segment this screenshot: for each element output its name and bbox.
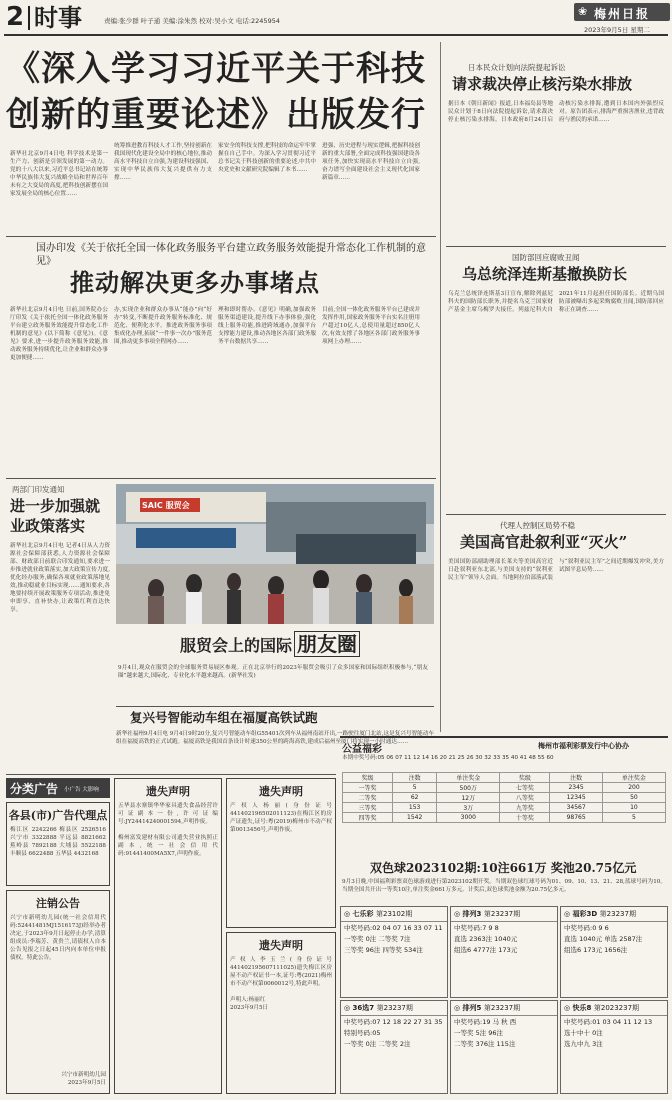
lead-col-4: 进强、历史进程与现实逻辑,把握科技创新的重大部署,全面完成科技强国建设各项任务,加快实现高水平科技自立自强,奋力谱写全面建设社会主义现代化国家新篇章……: [322, 143, 420, 181]
table-cell: 三等奖: [343, 803, 393, 813]
lottery-line: 组选6 4777注 173元: [454, 946, 518, 954]
notice-sign: 兴宁市新明幼儿园 2023年9月5日: [61, 1072, 106, 1086]
page-number: 2: [6, 2, 25, 32]
lottery-box: [560, 1000, 668, 1094]
lottery-line: 特别号码:05: [344, 1029, 381, 1037]
lottery-issue: 第23237期: [483, 910, 521, 918]
table-cell: 1542: [393, 813, 437, 823]
section-title: 时事: [34, 4, 82, 32]
lottery-line: 选十中十 0注: [564, 1029, 603, 1037]
article2-kicker: 国办印发《关于依托全国一体化政务服务平台建立政务服务效能提升常态化工作机制的意见》: [36, 243, 426, 267]
agent-title: 各县(市)广告代理点: [8, 809, 108, 822]
lottery-icon: ◎: [564, 1004, 573, 1012]
masthead-name: 梅州日报: [594, 7, 651, 21]
classifieds-banner-sub: 小广告 大影响: [64, 787, 99, 793]
table-cell: 2345: [550, 783, 602, 793]
policy-text: 新华社北京9月4日电 记者4日从人力资源社会保障部获悉,人力资源社会保障部、财政部日前联合印发通知,要求进一步推进就业政策落实,加大政策宣传力度,优化经办服务,确保各项就业政策落地见效,推动稳就业目标实现……通知要求,各地要持续开展政策服务专项活动,推进免申即享、直补快办,让政策红利直达快享。: [10, 543, 110, 613]
article2-col-3: 理和即时帮办。《意见》明确,加强政务服务渠道建设,提升线下办事体验,强化线上服务功能,推进跨域通办,加强平台支撑能力建设,推动各地区各部门政务服务平台数据共享……: [218, 307, 316, 345]
table-cell: 二等奖: [343, 793, 393, 803]
lottery-line: 直选 2363注 1040元: [454, 935, 518, 943]
lottery-line: 中奖号码:07 12 18 22 27 31 35: [344, 1018, 443, 1026]
welfare-sub: 梅州市福利彩票发行中心协办: [538, 742, 629, 750]
lottery-line: 中奖号码:0 9 6: [564, 924, 609, 932]
lottery-box: [450, 1000, 558, 1094]
lost-ad-text: 产权人李玉兰(身份证号441402195607111025)遗失梅江区房屋不动产权证书一本,证号:粤(2021)梅州市不动产权第0060012号,特此声明。 声明人:杨丽红 2023年9月5日: [230, 957, 332, 1011]
expo-caption-title-a: 服贸会上的国际: [180, 636, 293, 655]
table-header-cell: 奖级: [500, 773, 550, 783]
lost-ad-text: 产权人杨丽(身份证号441402196502011123)在梅江区的房产证遗失,证号:粤(2019)梅州市不动产权第0013456号,声明作废。: [230, 803, 332, 833]
article2-divider: [6, 478, 436, 479]
lottery-name: 福彩3D: [572, 910, 598, 918]
petition-text: 据日本《朝日新闻》报道,日本福岛县等地民众计划于8日向法院提起诉讼,请求裁决停止核污染水排海。日本政府8月24日启动核污染水排海,遭到日本国内外强烈反对。原告团表示,排海严重损害渔业,违背政府与渔民的承诺……: [448, 101, 664, 123]
header-rule: [4, 34, 668, 36]
lottery-name: 快乐8: [572, 1004, 592, 1012]
petition-headline: 请求裁决停止核污染水排放: [452, 75, 633, 93]
lottery-icon: ◎: [344, 1004, 353, 1012]
issue-date: 2023年9月5日 星期二: [584, 26, 650, 34]
lottery-icon: ◎: [454, 1004, 463, 1012]
table-cell: 5: [602, 813, 665, 823]
lost-ad: [226, 932, 336, 1094]
lottery-line: 中奖号码:7 9 8: [454, 924, 499, 932]
lottery-line: 一等奖 0注 二等奖 2注: [344, 1040, 411, 1048]
classifieds-banner: [6, 778, 110, 798]
ssq-text: 9月3日晚,中国福利彩票双色球游戏进行第2023102期开奖。当期双色球红球号码为01、09、10、13、21、28,蓝球号码为10。当期全国共开出一等奖10注,单注奖金661万多元。计奖后,双色球奖池金额为20.75亿多元。: [342, 879, 666, 893]
agent-list: 梅江区 2242266 梅县区 2526516 兴宁市 3322888 平远县 8821662 蕉岭县 7892188 大埔县 5522188 丰顺县 6622488 五华县 4432168: [10, 827, 106, 857]
lottery-icon: ◎: [454, 910, 463, 918]
table-cell: 十等奖: [500, 813, 550, 823]
lottery-box: [560, 906, 668, 998]
table-cell: 七等奖: [500, 783, 550, 793]
table-cell: 3万: [437, 803, 500, 813]
table-cell: 50: [602, 793, 665, 803]
table-header-cell: 单注奖金: [437, 773, 500, 783]
lost-ad-title: 遗失声明: [259, 785, 303, 798]
table-cell: 12万: [437, 793, 500, 803]
lottery-line: 中奖号码:19 马 秋 西: [454, 1018, 517, 1026]
table-row: [343, 803, 666, 813]
lottery-head: [341, 907, 447, 922]
lottery-name: 七乐彩: [352, 910, 374, 918]
table-cell: 九等奖: [500, 803, 550, 813]
notice-text: 兴宁市新明幼儿园(统一社会信用代码:52441481MJ1516173J)经举办者决定,于2023年9月日起停止办学,清算组成员:李瑞芳、黄贵兰,请债权人自本公告见报之日起45日内向本单位申报债权。特此公告。: [10, 915, 106, 961]
welfare-section: [340, 736, 668, 856]
syria-kicker: 代理人控制区局势不稳: [500, 521, 575, 530]
lottery-line: 一等奖 0注 二等奖 7注: [344, 935, 411, 943]
anticorruption-text: 乌克兰总统泽连斯基3日宣布,解除列兹尼科夫的国防部长职务,并提名乌克兰国家财产基金主席乌梅罗夫接任。列兹尼科夫自2021年11月起担任国防部长。近期乌国防部被曝出多起采购腐败丑闻,国防部回应称正在调查……: [448, 291, 664, 313]
lottery-issue: 第23237期: [599, 910, 636, 918]
table-header-cell: 注数: [550, 773, 602, 783]
lottery-head: [451, 907, 557, 922]
lottery-name: 排列5: [462, 1004, 482, 1012]
lottery-line: 选九中九 3注: [564, 1040, 603, 1048]
classifieds-banner-title: 分类广告: [10, 782, 59, 796]
table-cell: 5: [393, 783, 437, 793]
syria-headline: 美国高官赴叙利亚“灭火”: [460, 533, 628, 551]
lottery-box: [450, 906, 558, 998]
right-column-rule: [440, 42, 441, 732]
table-cell: 10: [602, 803, 665, 813]
lottery-line: 中奖号码:01 03 04 11 12 13: [564, 1018, 653, 1026]
welfare-numbers: 本期中奖号码:05 06 07 11 12 14 16 20 21 25 26 30 32 33 35 40 41 48 55 60: [342, 755, 554, 761]
lead-divider: [6, 236, 436, 237]
expo-caption: 9月4日,观众在服贸会的全球服务贸易展区参观。正在北京举行的2023年服贸会吸引了众多国家和国际组织积极参与,“朋友圈”越来越大,国际化、专业化水平越来越高。(新华社发): [118, 665, 428, 679]
lead-col-2: 统筹推进教育科技人才工作,坚持创新在我国现代化建设全局中的核心地位,推动高水平科技自立自强,为建设科技强国、实现中华民族伟大复兴提供有力支撑……: [114, 143, 212, 181]
lead-col-1: 新华社北京9月4日电 科学技术是第一生产力、创新是引领发展的第一动力。党的十八大以来,习近平总书记站在统筹中华民族伟大复兴战略全局和世界百年未有之大变局的高度,把科技创新摆在国家发展全局的核心位置……: [10, 151, 108, 197]
table-row: [343, 813, 666, 823]
table-cell: 98765: [550, 813, 602, 823]
lost-ad: [114, 778, 222, 1094]
lottery-issue: 第23237期: [376, 1004, 413, 1012]
left-bottom-divider: [6, 774, 336, 775]
masthead-badge: [574, 3, 670, 21]
anticorruption-divider: [446, 514, 666, 515]
table-cell: 200: [602, 783, 665, 793]
notice-box: [6, 890, 110, 1094]
header-divider: [28, 6, 30, 30]
anticorruption-kicker: 国防部回应腐败丑闻: [512, 253, 580, 262]
anticorruption-headline: 乌总统泽连斯基撤换防长: [462, 265, 628, 283]
table-cell: 34567: [550, 803, 602, 813]
lottery-head: [341, 1001, 447, 1016]
lottery-box: [340, 1000, 448, 1094]
policy-kicker: 两部门印发通知: [12, 485, 65, 494]
table-cell: 153: [393, 803, 437, 813]
lottery-head: [561, 907, 667, 922]
lottery-line: 直选 1040元 单选 2587注: [564, 935, 643, 943]
table-cell: 一等奖: [343, 783, 393, 793]
table-header-cell: 单注奖金: [602, 773, 665, 783]
page-header: [0, 0, 672, 38]
agent-box: [6, 802, 110, 886]
lottery-line: 中奖号码:02 04 07 16 33 07 11: [344, 924, 443, 932]
syria-text: 美国国防部副助理部长莱夫等美国高官近日赴叙利亚东北部,与美国支持的“叙利亚民主军”领导人会面。当地阿拉伯部落武装与“叙利亚民主军”之间近期爆发冲突,美方试图平息局势……: [448, 559, 664, 581]
expo-sign: SAIC 服贸会: [142, 501, 190, 510]
article2-col-1: 新华社北京9月4日电 日前,国务院办公厅印发《关于依托全国一体化政务服务平台建立政务服务效能提升常态化工作机制的意见》(以下简称《意见》)。《意见》要求,进一步提升政务服务效能,推动政务服务持续优化,让企业和群众办事更加便捷……: [10, 307, 108, 361]
table-cell: 八等奖: [500, 793, 550, 803]
lottery-line: 三等奖 96注 四等奖 534注: [344, 946, 423, 954]
table-cell: 12345: [550, 793, 602, 803]
table-cell: 500万: [437, 783, 500, 793]
staff-line: 责编:张少群 叶子通 美编:涂朱然 校对:吴小文 电话:2245954: [104, 17, 280, 25]
train-text: 新华社福州9月4日电 9月4日9时20分,复兴号智能动车组G55401次列车从福州南站开出,一路驶往厦门北站,这是复兴号智能动车组在福厦高铁的正式试跑。福厦高铁是我国首条设计时速350公里的跨海高铁,建成后福州至厦门将实现一小时通达……: [116, 731, 434, 745]
lottery-name: 排列3: [462, 910, 482, 918]
train-headline: 复兴号智能动车组在福厦高铁试跑: [130, 710, 318, 725]
lost-ad: [226, 778, 336, 928]
expo-photo: [116, 484, 434, 624]
table-cell: 62: [393, 793, 437, 803]
lost-ad-text: 五华县水寨镇华华家具遗失食品经营许可证副本一份,许可证编号:JY24414240001594,声明作废。 梅州富发建材有限公司遗失营业执照正副本,统一社会信用代码:91441400MA5X7,声明作废。: [118, 803, 218, 857]
lottery-line: 一等奖 5注 96注: [454, 1029, 504, 1037]
table-row: [343, 793, 666, 803]
table-header-cell: 奖级: [343, 773, 393, 783]
article2-headline: 推动解决更多办事堵点: [70, 268, 320, 297]
lottery-head: [561, 1001, 667, 1016]
lottery-line: 二等奖 376注 115注: [454, 1040, 516, 1048]
lottery-name: 36选7: [352, 1004, 375, 1012]
policy-headline: 进一步加强就业政策落实: [10, 497, 101, 535]
lottery-box: [340, 906, 448, 998]
lottery-icon: ◎: [564, 910, 573, 918]
train-divider: [116, 706, 434, 707]
lottery-line: 组选6 173元 1656注: [564, 946, 628, 954]
welfare-table-header: [343, 773, 666, 783]
lottery-issue: 第2023237期: [593, 1004, 640, 1012]
welfare-title: 公益福彩: [342, 744, 382, 755]
expo-caption-title-b: 朋友圈: [294, 631, 360, 657]
masthead-icon: ❀: [578, 5, 588, 18]
lottery-issue: 第23237期: [483, 1004, 521, 1012]
notice-title: 注销公告: [36, 897, 80, 910]
petition-kicker: 日本民众计划向法院提起诉讼: [468, 63, 566, 72]
lost-ad-title: 遗失声明: [146, 785, 190, 798]
article2-col-4: 目前,全国一体化政务服务平台已建成并发挥作用,国家政务服务平台实名注册用户超过10亿人,总使用量超过850亿人次,有效支撑了各地区各部门政务服务事项网上办理……: [322, 307, 420, 345]
table-row: [343, 783, 666, 793]
lottery-icon: ◎: [344, 910, 353, 918]
lead-headline: 《深入学习习近平关于科技创新的重要论述》出版发行: [6, 49, 426, 135]
article2-col-2: 办,实现企业和群众办事从“能办”向“好办”转变,不断提升政务服务标准化、规范化、便利化水平。推进政务服务事项集成化办理,拓展“一件事一次办”服务范围,推动更多事项全程网办……: [114, 307, 212, 345]
lottery-head: [451, 1001, 557, 1016]
table-cell: 3000: [437, 813, 500, 823]
lottery-issue: 第23102期: [375, 910, 413, 918]
lead-col-3: 家安全的科技支撑,把科技的命运牢牢掌握在自己手中。为深入学习贯彻习近平总书记关于科技创新的重要论述,中共中央党史和文献研究院编辑了本书……: [218, 143, 316, 173]
petition-divider: [446, 246, 666, 247]
lost-ad-title: 遗失声明: [259, 939, 303, 952]
welfare-table: [342, 772, 666, 823]
ssq-title: 双色球2023102期:10注661万 奖池20.75亿元: [370, 861, 637, 875]
expo-caption-title: [180, 630, 400, 660]
table-cell: 四等奖: [343, 813, 393, 823]
table-header-cell: 注数: [393, 773, 437, 783]
